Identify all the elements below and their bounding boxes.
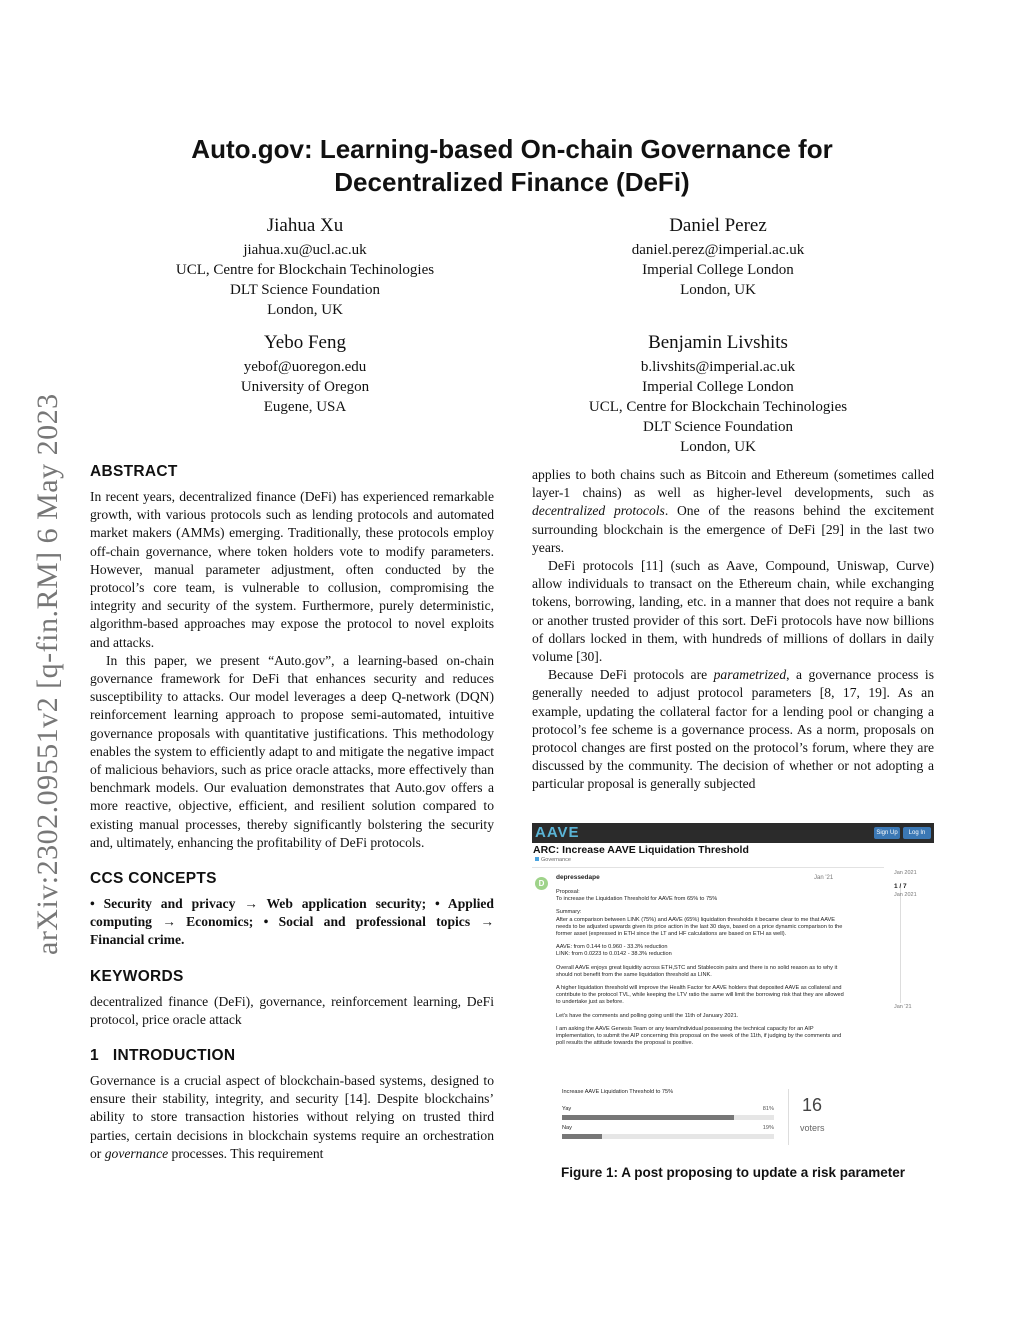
author-email: daniel.perez@imperial.ac.uk xyxy=(631,242,805,258)
figure-caption: Figure 1: A post proposing to update a risk parameter xyxy=(560,1165,906,1180)
author-name: Daniel Perez xyxy=(669,215,767,236)
login-button: Log In xyxy=(903,827,931,839)
post-title: ARC: Increase AAVE Liquidation Threshold xyxy=(533,844,749,856)
post-author: depressedape xyxy=(556,874,600,881)
author-block xyxy=(543,331,893,457)
post-category xyxy=(535,857,571,863)
section-title: INTRODUCTION xyxy=(112,1047,236,1065)
author-email: yebof@uoregon.edu xyxy=(243,359,367,375)
poll-option-label: Nay xyxy=(562,1125,572,1131)
abstract-heading: ABSTRACT xyxy=(90,463,178,480)
figure-forum-screenshot xyxy=(532,823,934,1145)
author-name: Benjamin Livshits xyxy=(648,332,788,353)
author-block xyxy=(130,331,480,417)
avatar: D xyxy=(535,877,548,890)
arxiv-identifier: arXiv:2302.09551v2 [q-fin.RM] 6 May 2023 xyxy=(31,393,64,955)
author-affiliation: Imperial College London xyxy=(642,262,794,278)
post-paragraph: Let's have the comments and polling going until the 11th of January 2021. xyxy=(556,1012,739,1019)
section-number: 1 xyxy=(90,1047,99,1065)
post-date: Jan '21 xyxy=(814,875,834,881)
author-name: Jiahua Xu xyxy=(266,215,344,236)
poll-bar-track xyxy=(562,1134,774,1139)
timeline-date: Jan 2021 xyxy=(894,870,917,876)
author-block xyxy=(130,214,480,320)
emphasis: parametrized xyxy=(713,667,787,683)
poll-question: Increase AAVE Liquidation Threshold to 75% xyxy=(562,1089,674,1095)
timeline-date: Jan '21 xyxy=(894,1004,912,1010)
category-square-icon xyxy=(535,857,539,861)
intro-paragraph xyxy=(532,466,934,557)
text-run: processes. This requirement xyxy=(168,1145,324,1161)
post-paragraph: Summary: After a comparison between LINK (75%) and AAVE (65%) liquidation thresholds it became clear to me that AAVE needs to be adjusted upwards given its price action in the last 30 days, based on a price dynamic comparison to the former asset (expressed in ETH since the LT and HF calculations are based on ETH as well). xyxy=(556,909,843,938)
voters-label: voters xyxy=(800,1123,825,1133)
poll-bar-fill xyxy=(562,1115,734,1120)
author-affiliation: UCL, Centre for Blockchain Techinologies xyxy=(588,399,848,415)
post-paragraph: A higher liquidation threshold will improve the Health Factor for AAVE holders that deposited AAVE as collateral and contribute to the protocol TVL, while keeping the LTV ratio the same will limit the borrowing risk that they are allowed to undertake just as before. xyxy=(556,985,844,1006)
divider xyxy=(788,1089,789,1145)
poll xyxy=(556,1087,858,1145)
poll-bar-fill xyxy=(562,1134,602,1139)
paper-title: Auto.gov: Learning-based On-chain Governance for Decentralized Finance (DeFi) xyxy=(191,134,833,197)
poll-option-label: Yay xyxy=(562,1106,572,1112)
author-block xyxy=(543,214,893,300)
author-name: Yebo Feng xyxy=(263,332,346,353)
post-body xyxy=(556,889,846,1053)
left-column xyxy=(90,462,494,1163)
timeline-date: Jan 2021 xyxy=(894,892,917,898)
poll-option-percent: 81% xyxy=(762,1106,774,1112)
author-location: London, UK xyxy=(680,282,756,298)
poll-bar-track xyxy=(562,1115,774,1120)
intro-heading xyxy=(90,1046,494,1066)
post-paragraph: AAVE: from 0.144 to 0.960 - 33.3% reduction LINK: from 0.0223 to 0.0142 - 38.3% reduction xyxy=(556,944,672,958)
text-run: Because DeFi protocols are xyxy=(548,667,714,683)
poll-option-percent: 19% xyxy=(762,1125,774,1131)
post-paragraph: I am asking the AAVE Genesis Team or any team/individual possessing the technical capacity for an AIP implementation, to submit the AIP concerning this proposal on the week of the 11th, if judging by the comments and poll results the attitude towards the proposal is positive. xyxy=(556,1025,842,1047)
author-email: b.livshits@imperial.ac.uk xyxy=(640,359,796,375)
right-column xyxy=(532,466,934,794)
text-run: applies to both chains such as Bitcoin and Ethereum (sometimes called layer-1 chains) as well as higher-level developments, such as xyxy=(532,467,934,501)
ccs-heading: CCS CONCEPTS xyxy=(90,870,217,888)
signup-button: Sign Up xyxy=(874,827,900,839)
author-affiliation: DLT Science Foundation xyxy=(643,419,793,435)
emphasis: governance xyxy=(104,1145,169,1161)
keywords-heading: KEYWORDS xyxy=(90,967,184,985)
divider xyxy=(532,867,884,868)
forum-header-bar xyxy=(532,823,934,843)
author-location: London, UK xyxy=(267,302,343,318)
ccs-text: • Security and privacy → Web application security; • Applied computing → Economics; • Social and professional topics → Financial crime. xyxy=(90,896,494,948)
voters-count: 16 xyxy=(802,1095,823,1115)
intro-paragraph xyxy=(90,1072,494,1163)
author-affiliation: Imperial College London xyxy=(642,379,794,395)
category-label: Governance xyxy=(541,857,571,863)
author-location: London, UK xyxy=(680,439,756,455)
intro-paragraph xyxy=(532,666,934,793)
author-location: Eugene, USA xyxy=(263,399,347,415)
abstract-paragraph: In recent years, decentralized finance (DeFi) has experienced remarkable growth, with various protocols such as lending protocols and automated market makers (AMMs) emerging. Traditionally, these protocols employ off-chain governance, where token holders vote to modify parameters. However, manual parameter adjustment, often conducted by the protocol’s core team, is vulnerable to collusion, compromising the integrity and security of the system. Furthermore, purely deterministic, algorithm-based approaches may expose the protocol to novel exploits and attacks. xyxy=(90,489,494,650)
timeline-track xyxy=(900,883,901,1003)
emphasis: decentralized protocols xyxy=(532,503,665,519)
text-run: , a governance process is generally needed to adjust protocol parameters [8, 17, 19]. As an example, updating the collateral factor for a lending pool or changing a protocol’s fee scheme is a governance process. As a norm, proposals on protocol changes are first posted on the protocol’s forum, where they are discussed by the community. The decision of whether or not adopting a particular proposal is generally subjected xyxy=(532,667,934,792)
author-affiliation: UCL, Centre for Blockchain Techinologies xyxy=(175,262,435,278)
timeline-position: 1 / 7 xyxy=(894,883,907,890)
aave-logo: AAVE xyxy=(535,824,580,841)
post-paragraph: Proposal: To increase the Liquidation Threshold for AAVE from 65% to 75% xyxy=(556,889,718,903)
keywords-text: decentralized finance (DeFi), governance, reinforcement learning, DeFi protocol, price oracle attack xyxy=(90,993,494,1027)
text-run: . One of the reasons behind the excitement surrounding blockchain is the emergence of DeFi [29] in the last two years. xyxy=(532,503,934,555)
author-affiliation: DLT Science Foundation xyxy=(230,282,380,298)
abstract-paragraph: In this paper, we present “Auto.gov”, a learning-based on-chain governance framework for DeFi that enhances security and reduces susceptibility to attacks. Our model leverages a deep Q-network (DQN) reinforcement learning approach to propose semi-automated, intuitive governance proposals with quantitative justifications. This methodology enables the system to efficiently adapt to and mitigate the negative impact of malicious behaviors, such as price oracle attacks, more effectively than benchmark models. Our evaluation demonstrates that Auto.gov offers a more reactive, objective, efficient, and resilient solution compared to existing manual processes, thereby significantly bolstering the security and, ultimately, enhancing the profitability of DeFi protocols. xyxy=(90,652,494,850)
text-run: Governance is a crucial aspect of blockchain-based systems, designed to ensure their stability, integrity, and security [14]. Despite blockchains’ ability to store transaction histories without relying on trusted third parties, certain decisions in blockchain systems require an orchestration or xyxy=(90,1073,494,1161)
author-email: jiahua.xu@ucl.ac.uk xyxy=(243,242,367,258)
post-paragraph: Overall AAVE enjoys great liquidity across ETH,STC and Stablecoin pairs and there is no solid reason as to why it should not benefit from the same liquidation threshold as LINK. xyxy=(556,964,838,978)
intro-paragraph: DeFi protocols [11] (such as Aave, Compound, Uniswap, Curve) allow individuals to transact on the Ethereum chain, while exchanging tokens, borrowing, landing, etc. in a manner that does not require a bank or another trusted provider of this sort. DeFi protocols have now billions of dollars locked in them, with hundreds of millions of dollars in daily volume [30]. xyxy=(532,558,934,665)
author-affiliation: University of Oregon xyxy=(240,379,370,395)
